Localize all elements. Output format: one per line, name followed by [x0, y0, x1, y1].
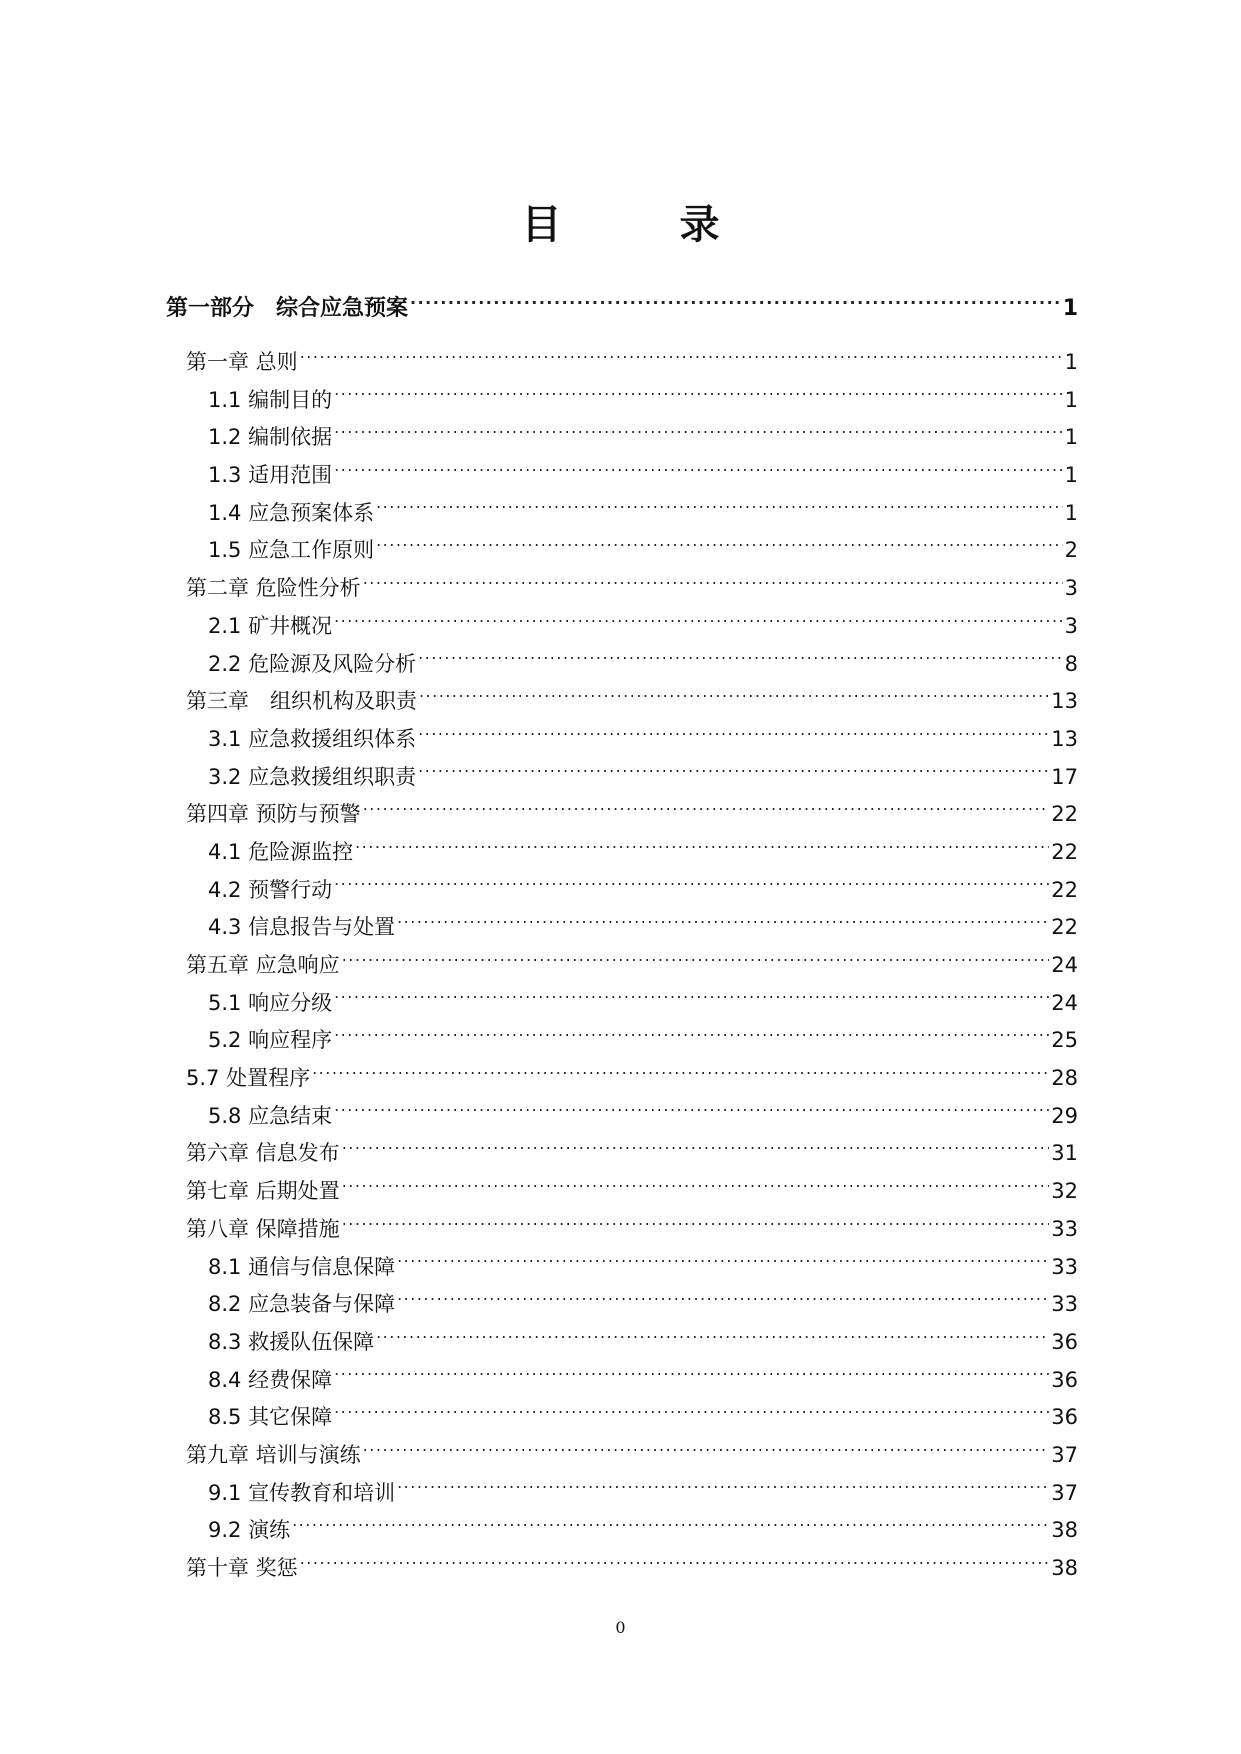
toc-entry-page: 24: [1051, 953, 1078, 977]
toc-entry[interactable]: [166, 1249, 1078, 1287]
toc-entry-label: 5.2 响应程序: [208, 1028, 333, 1053]
toc-entry-label: 第一部分 综合应急预案: [166, 296, 409, 321]
dot-leader: [334, 1366, 1049, 1387]
toc-entry-page: 36: [1051, 1329, 1078, 1354]
toc-entry-page: 1: [1064, 425, 1078, 450]
toc-entry[interactable]: [166, 1098, 1078, 1136]
toc-entry-label: 第九章 培训与演练: [186, 1442, 361, 1467]
toc-entry-label: 1.3 适用范围: [208, 463, 333, 488]
dot-leader: [376, 1328, 1049, 1349]
dot-leader: [334, 386, 1063, 407]
table-of-contents: [166, 290, 1078, 1588]
document-title: 目 录: [521, 201, 772, 248]
toc-entry-page: 32: [1051, 1179, 1078, 1204]
dot-leader: [342, 1177, 1050, 1198]
toc-entry[interactable]: [166, 721, 1078, 759]
dot-leader: [334, 989, 1049, 1010]
toc-entry-page: 31: [1051, 1141, 1078, 1166]
toc-entry-page: 3: [1064, 576, 1078, 601]
dot-leader: [363, 574, 1063, 595]
toc-entry-page: 1: [1064, 387, 1078, 412]
toc-entry-label: 4.3 信息报告与处置: [208, 915, 396, 940]
toc-entry[interactable]: [166, 1399, 1078, 1437]
toc-entry[interactable]: [166, 570, 1078, 608]
toc-entry-label: 5.1 响应分级: [208, 990, 333, 1015]
toc-entry[interactable]: [166, 834, 1078, 872]
toc-entry-page: 29: [1051, 1103, 1078, 1128]
toc-entry[interactable]: [166, 1512, 1078, 1550]
toc-entry-page: 22: [1051, 839, 1078, 864]
toc-entry[interactable]: [166, 1060, 1078, 1098]
toc-entry-label: 9.1 宣传教育和培训: [208, 1480, 396, 1505]
toc-entry-page: 13: [1051, 689, 1078, 714]
dot-leader: [397, 1253, 1049, 1274]
toc-entry-label: 8.3 救援队伍保障: [208, 1329, 375, 1354]
page-number: 0: [615, 1618, 626, 1637]
dot-leader: [342, 1215, 1050, 1236]
dot-leader: [376, 499, 1063, 520]
dot-leader: [363, 800, 1050, 821]
dot-leader: [397, 913, 1049, 934]
toc-entry-label: 第八章 保障措施: [186, 1216, 340, 1241]
toc-entry[interactable]: [166, 290, 1078, 328]
toc-entry[interactable]: [166, 344, 1078, 382]
toc-entry-label: 8.2 应急装备与保障: [208, 1292, 396, 1317]
toc-entry[interactable]: [166, 1211, 1078, 1249]
toc-entry[interactable]: [166, 985, 1078, 1023]
dot-leader: [418, 725, 1049, 746]
toc-entry-page: 33: [1051, 1254, 1078, 1279]
toc-entry[interactable]: [166, 759, 1078, 797]
dot-leader: [418, 650, 1063, 671]
toc-entry-page: 38: [1051, 1556, 1078, 1580]
toc-entry-page: 1: [1064, 350, 1078, 374]
toc-entry-label: 第六章 信息发布: [186, 1141, 340, 1166]
toc-entry-page: 24: [1051, 990, 1078, 1015]
toc-entry-page: 33: [1051, 1292, 1078, 1317]
toc-entry[interactable]: [166, 457, 1078, 495]
dot-leader: [376, 536, 1063, 557]
toc-entry-label: 5.8 应急结束: [208, 1103, 333, 1128]
toc-entry-label: 8.4 经费保障: [208, 1367, 333, 1392]
toc-entry-page: 3: [1064, 613, 1078, 638]
dot-leader: [397, 1290, 1049, 1311]
toc-entry[interactable]: [166, 495, 1078, 533]
dot-leader: [342, 951, 1050, 972]
toc-entry[interactable]: [166, 1286, 1078, 1324]
toc-entry-label: 3.2 应急救援组织职责: [208, 764, 417, 789]
toc-entry[interactable]: [166, 608, 1078, 646]
toc-entry[interactable]: [166, 909, 1078, 947]
dot-leader: [334, 1102, 1049, 1123]
toc-entry-label: 第五章 应急响应: [186, 953, 340, 977]
toc-entry-label: 1.5 应急工作原则: [208, 538, 375, 563]
toc-entry-page: 17: [1051, 764, 1078, 789]
dot-leader: [334, 876, 1049, 897]
toc-entry[interactable]: [166, 1022, 1078, 1060]
toc-entry-label: 1.1 编制目的: [208, 387, 333, 412]
dot-leader: [397, 1479, 1049, 1500]
toc-entry-page: 8: [1064, 651, 1078, 676]
toc-entry-label: 第十章 奖惩: [186, 1556, 298, 1580]
toc-entry-page: 25: [1051, 1028, 1078, 1053]
toc-entry-label: 5.7 处置程序: [186, 1066, 311, 1091]
toc-entry[interactable]: [166, 1173, 1078, 1211]
dot-leader: [334, 461, 1063, 482]
dot-leader: [363, 1441, 1050, 1462]
toc-entry-label: 第四章 预防与预警: [186, 802, 361, 827]
toc-entry[interactable]: [166, 1324, 1078, 1362]
dot-leader: [300, 1554, 1050, 1575]
toc-entry-label: 第七章 后期处置: [186, 1179, 340, 1204]
dot-leader: [334, 1403, 1049, 1424]
toc-entry-page: 36: [1051, 1367, 1078, 1392]
toc-entry[interactable]: [166, 1550, 1078, 1588]
dot-leader: [312, 1064, 1049, 1085]
toc-entry-page: 22: [1051, 877, 1078, 902]
toc-entry-page: 37: [1051, 1480, 1078, 1505]
toc-entry-page: 2: [1064, 538, 1078, 563]
toc-entry[interactable]: [166, 796, 1078, 834]
dot-leader: [355, 838, 1049, 859]
dot-leader: [334, 1026, 1049, 1047]
toc-entry-label: 1.2 编制依据: [208, 425, 333, 450]
toc-entry-page: 1: [1064, 500, 1078, 525]
toc-entry-label: 4.2 预警行动: [208, 877, 333, 902]
dot-leader: [410, 293, 1061, 315]
toc-entry[interactable]: [166, 1475, 1078, 1513]
dot-leader: [419, 687, 1049, 708]
toc-entry-page: 13: [1051, 726, 1078, 751]
toc-entry-page: 1: [1064, 463, 1078, 488]
toc-entry[interactable]: [166, 1135, 1078, 1173]
toc-entry-page: 1: [1062, 296, 1078, 321]
toc-entry[interactable]: [166, 947, 1078, 985]
toc-entry-page: 38: [1051, 1518, 1078, 1543]
toc-entry-page: 22: [1051, 915, 1078, 940]
toc-entry[interactable]: [166, 1437, 1078, 1475]
toc-entry-page: 33: [1051, 1216, 1078, 1241]
toc-entry[interactable]: [166, 382, 1078, 420]
dot-leader: [334, 612, 1063, 633]
dot-leader: [334, 423, 1063, 444]
toc-entry-label: 第一章 总则: [186, 350, 298, 374]
toc-entry[interactable]: [166, 1362, 1078, 1400]
toc-entry-label: 第二章 危险性分析: [186, 576, 361, 601]
toc-entry-label: 8.1 通信与信息保障: [208, 1254, 396, 1279]
toc-entry[interactable]: [166, 419, 1078, 457]
dot-leader: [342, 1139, 1050, 1160]
toc-entry-label: 9.2 演练: [208, 1518, 291, 1543]
dot-leader: [418, 763, 1049, 784]
toc-entry-label: 8.5 其它保障: [208, 1405, 333, 1430]
toc-entry-label: 1.4 应急预案体系: [208, 500, 375, 525]
toc-entry-label: 4.1 危险源监控: [208, 839, 354, 864]
toc-entry[interactable]: [166, 683, 1078, 721]
toc-entry[interactable]: [166, 646, 1078, 684]
toc-entry-label: 2.2 危险源及风险分析: [208, 651, 417, 676]
dot-leader: [292, 1516, 1049, 1537]
toc-entry-label: 2.1 矿井概况: [208, 613, 333, 638]
toc-entry-page: 36: [1051, 1405, 1078, 1430]
toc-entry-label: 第三章 组织机构及职责: [186, 689, 417, 714]
toc-entry-page: 28: [1051, 1066, 1078, 1091]
toc-entry-page: 37: [1051, 1442, 1078, 1467]
dot-leader: [300, 348, 1063, 369]
toc-entry[interactable]: [166, 872, 1078, 910]
toc-entry-label: 3.1 应急救援组织体系: [208, 726, 417, 751]
toc-entry-page: 22: [1051, 802, 1078, 827]
toc-entry[interactable]: [166, 532, 1078, 570]
